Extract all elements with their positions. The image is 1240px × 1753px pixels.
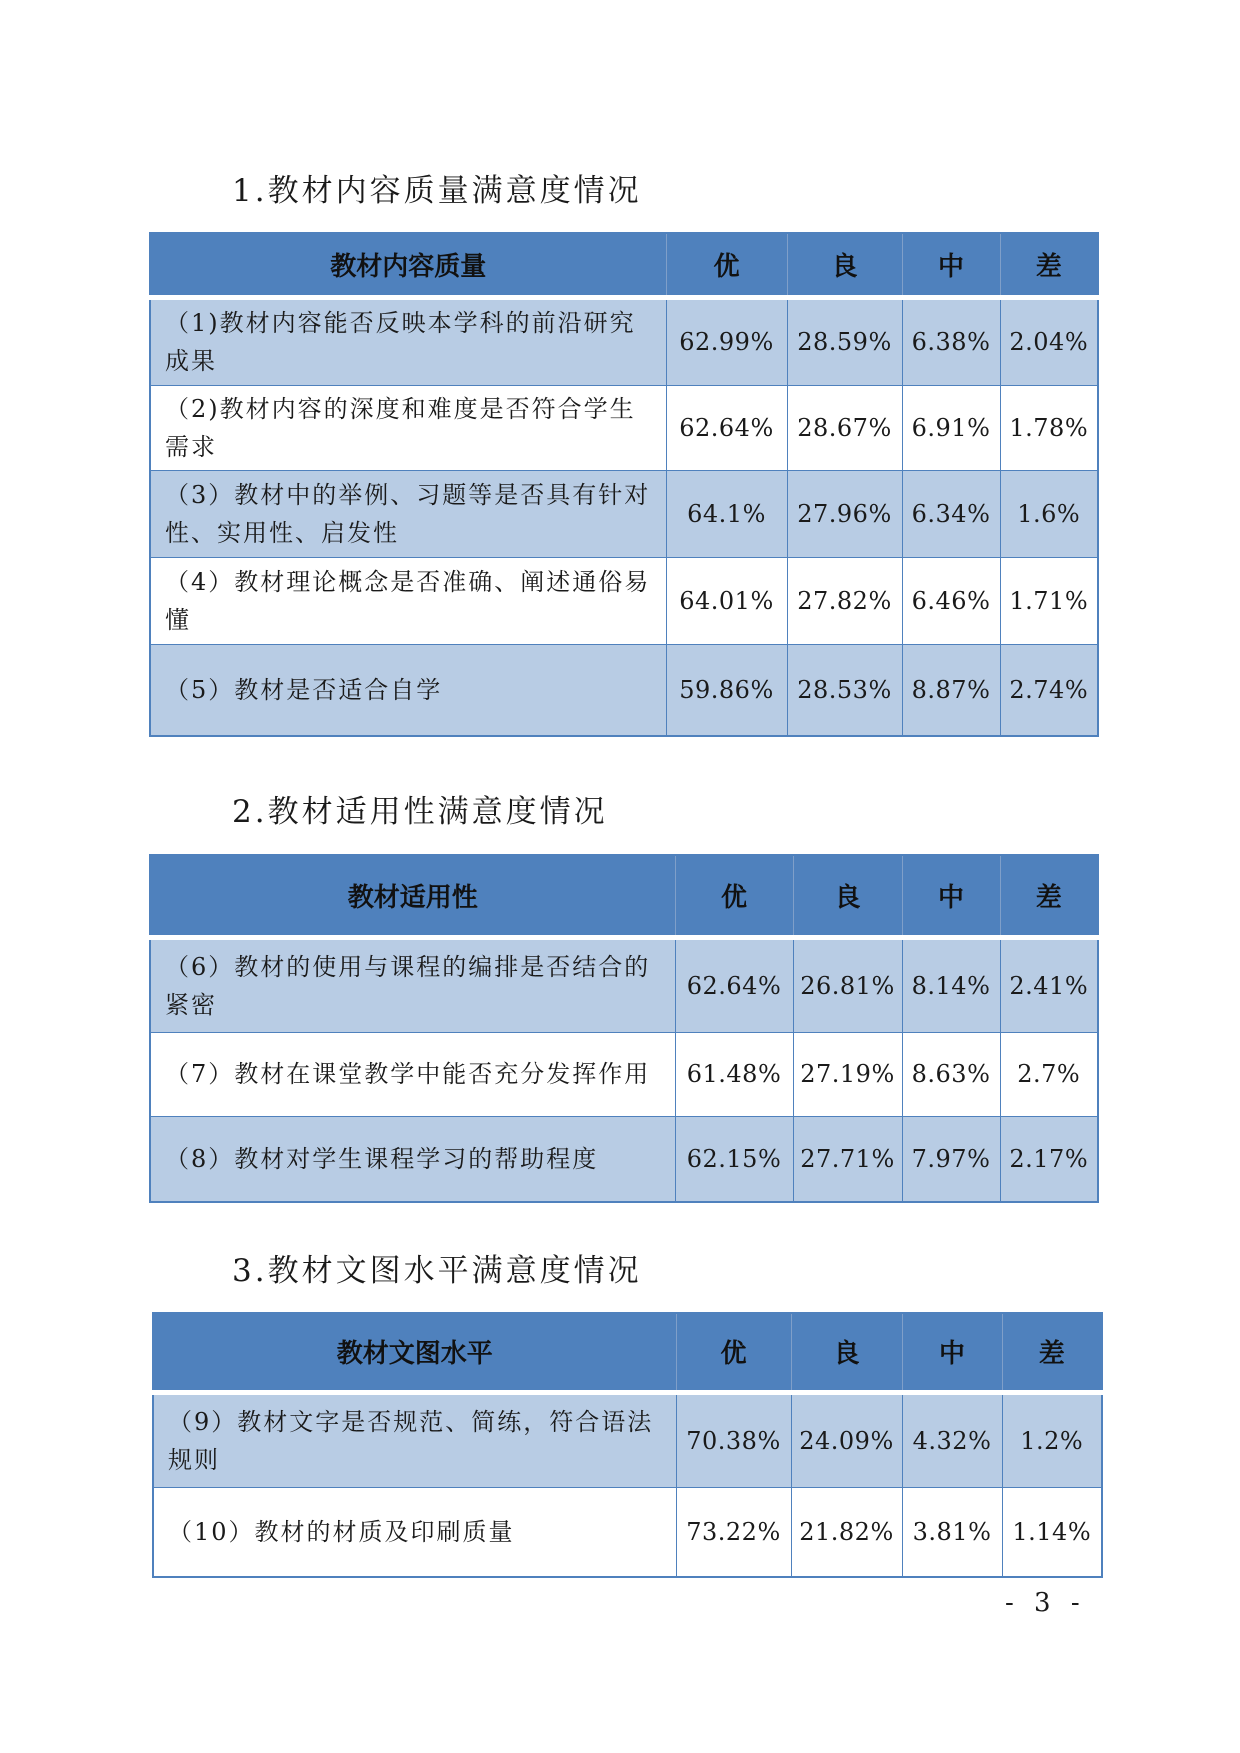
row-item: （4）教材理论概念是否准确、阐述通俗易懂: [150, 557, 666, 644]
cell-good: 28.59%: [787, 297, 902, 385]
table-row: [150, 385, 1098, 470]
row-item: （8）教材对学生课程学习的帮助程度: [150, 1116, 675, 1202]
table-row: [150, 297, 1098, 385]
header-item: 教材适用性: [150, 855, 675, 937]
cell-medium: 6.91%: [902, 385, 1000, 470]
table-header-row: [153, 1313, 1102, 1392]
header-medium: 中: [902, 1313, 1002, 1392]
content-quality-table: [149, 232, 1099, 737]
applicability-table: [149, 854, 1099, 1203]
header-excellent: 优: [675, 855, 793, 937]
table-row: [150, 1032, 1098, 1116]
header-medium: 中: [902, 233, 1000, 297]
cell-medium: 8.14%: [902, 937, 1000, 1032]
row-item: （6）教材的使用与课程的编排是否结合的紧密: [150, 937, 675, 1032]
table-row: [150, 937, 1098, 1032]
table-header-row: [150, 855, 1098, 937]
cell-good: 28.53%: [787, 644, 902, 736]
table-row: [150, 557, 1098, 644]
cell-medium: 6.46%: [902, 557, 1000, 644]
cell-poor: 2.7%: [1000, 1032, 1098, 1116]
header-excellent: 优: [666, 233, 787, 297]
cell-excellent: 64.01%: [666, 557, 787, 644]
table-header-row: [150, 233, 1098, 297]
cell-excellent: 59.86%: [666, 644, 787, 736]
cell-medium: 8.87%: [902, 644, 1000, 736]
header-item: 教材内容质量: [150, 233, 666, 297]
cell-poor: 2.41%: [1000, 937, 1098, 1032]
cell-excellent: 62.99%: [666, 297, 787, 385]
section-3-title: 3.教材文图水平满意度情况: [232, 1253, 642, 1289]
cell-good: 27.96%: [787, 470, 902, 557]
cell-good: 28.67%: [787, 385, 902, 470]
cell-poor: 2.74%: [1000, 644, 1098, 736]
row-item: （1)教材内容能否反映本学科的前沿研究成果: [150, 297, 666, 385]
cell-poor: 1.14%: [1002, 1487, 1102, 1577]
table-row: [153, 1392, 1102, 1487]
text-figure-table: [152, 1312, 1103, 1578]
header-medium: 中: [902, 855, 1000, 937]
page-number: - 3 -: [1005, 1588, 1086, 1618]
cell-good: 24.09%: [791, 1392, 902, 1487]
cell-poor: 2.17%: [1000, 1116, 1098, 1202]
cell-poor: 1.78%: [1000, 385, 1098, 470]
header-poor: 差: [1002, 1313, 1102, 1392]
row-item: （7）教材在课堂教学中能否充分发挥作用: [150, 1032, 675, 1116]
cell-poor: 2.04%: [1000, 297, 1098, 385]
cell-medium: 8.63%: [902, 1032, 1000, 1116]
header-good: 良: [787, 233, 902, 297]
cell-good: 27.71%: [793, 1116, 902, 1202]
cell-medium: 6.38%: [902, 297, 1000, 385]
table-row: [150, 470, 1098, 557]
cell-good: 26.81%: [793, 937, 902, 1032]
cell-excellent: 61.48%: [675, 1032, 793, 1116]
cell-medium: 3.81%: [902, 1487, 1002, 1577]
cell-excellent: 62.15%: [675, 1116, 793, 1202]
cell-medium: 7.97%: [902, 1116, 1000, 1202]
cell-excellent: 70.38%: [676, 1392, 791, 1487]
cell-excellent: 64.1%: [666, 470, 787, 557]
section-1-title: 1.教材内容质量满意度情况: [232, 173, 642, 209]
cell-good: 27.82%: [787, 557, 902, 644]
header-excellent: 优: [676, 1313, 791, 1392]
row-item: （9）教材文字是否规范、简练，符合语法规则: [153, 1392, 676, 1487]
section-2-title: 2.教材适用性满意度情况: [232, 794, 608, 830]
header-item: 教材文图水平: [153, 1313, 676, 1392]
row-item: （3）教材中的举例、习题等是否具有针对性、实用性、启发性: [150, 470, 666, 557]
cell-poor: 1.6%: [1000, 470, 1098, 557]
cell-medium: 4.32%: [902, 1392, 1002, 1487]
cell-medium: 6.34%: [902, 470, 1000, 557]
row-item: （2)教材内容的深度和难度是否符合学生需求: [150, 385, 666, 470]
header-poor: 差: [1000, 233, 1098, 297]
cell-poor: 1.71%: [1000, 557, 1098, 644]
cell-good: 27.19%: [793, 1032, 902, 1116]
table-row: [153, 1487, 1102, 1577]
table-row: [150, 1116, 1098, 1202]
header-good: 良: [791, 1313, 902, 1392]
cell-poor: 1.2%: [1002, 1392, 1102, 1487]
cell-excellent: 62.64%: [666, 385, 787, 470]
cell-excellent: 73.22%: [676, 1487, 791, 1577]
row-item: （10）教材的材质及印刷质量: [153, 1487, 676, 1577]
table-row: [150, 644, 1098, 736]
header-poor: 差: [1000, 855, 1098, 937]
header-good: 良: [793, 855, 902, 937]
cell-good: 21.82%: [791, 1487, 902, 1577]
row-item: （5）教材是否适合自学: [150, 644, 666, 736]
cell-excellent: 62.64%: [675, 937, 793, 1032]
